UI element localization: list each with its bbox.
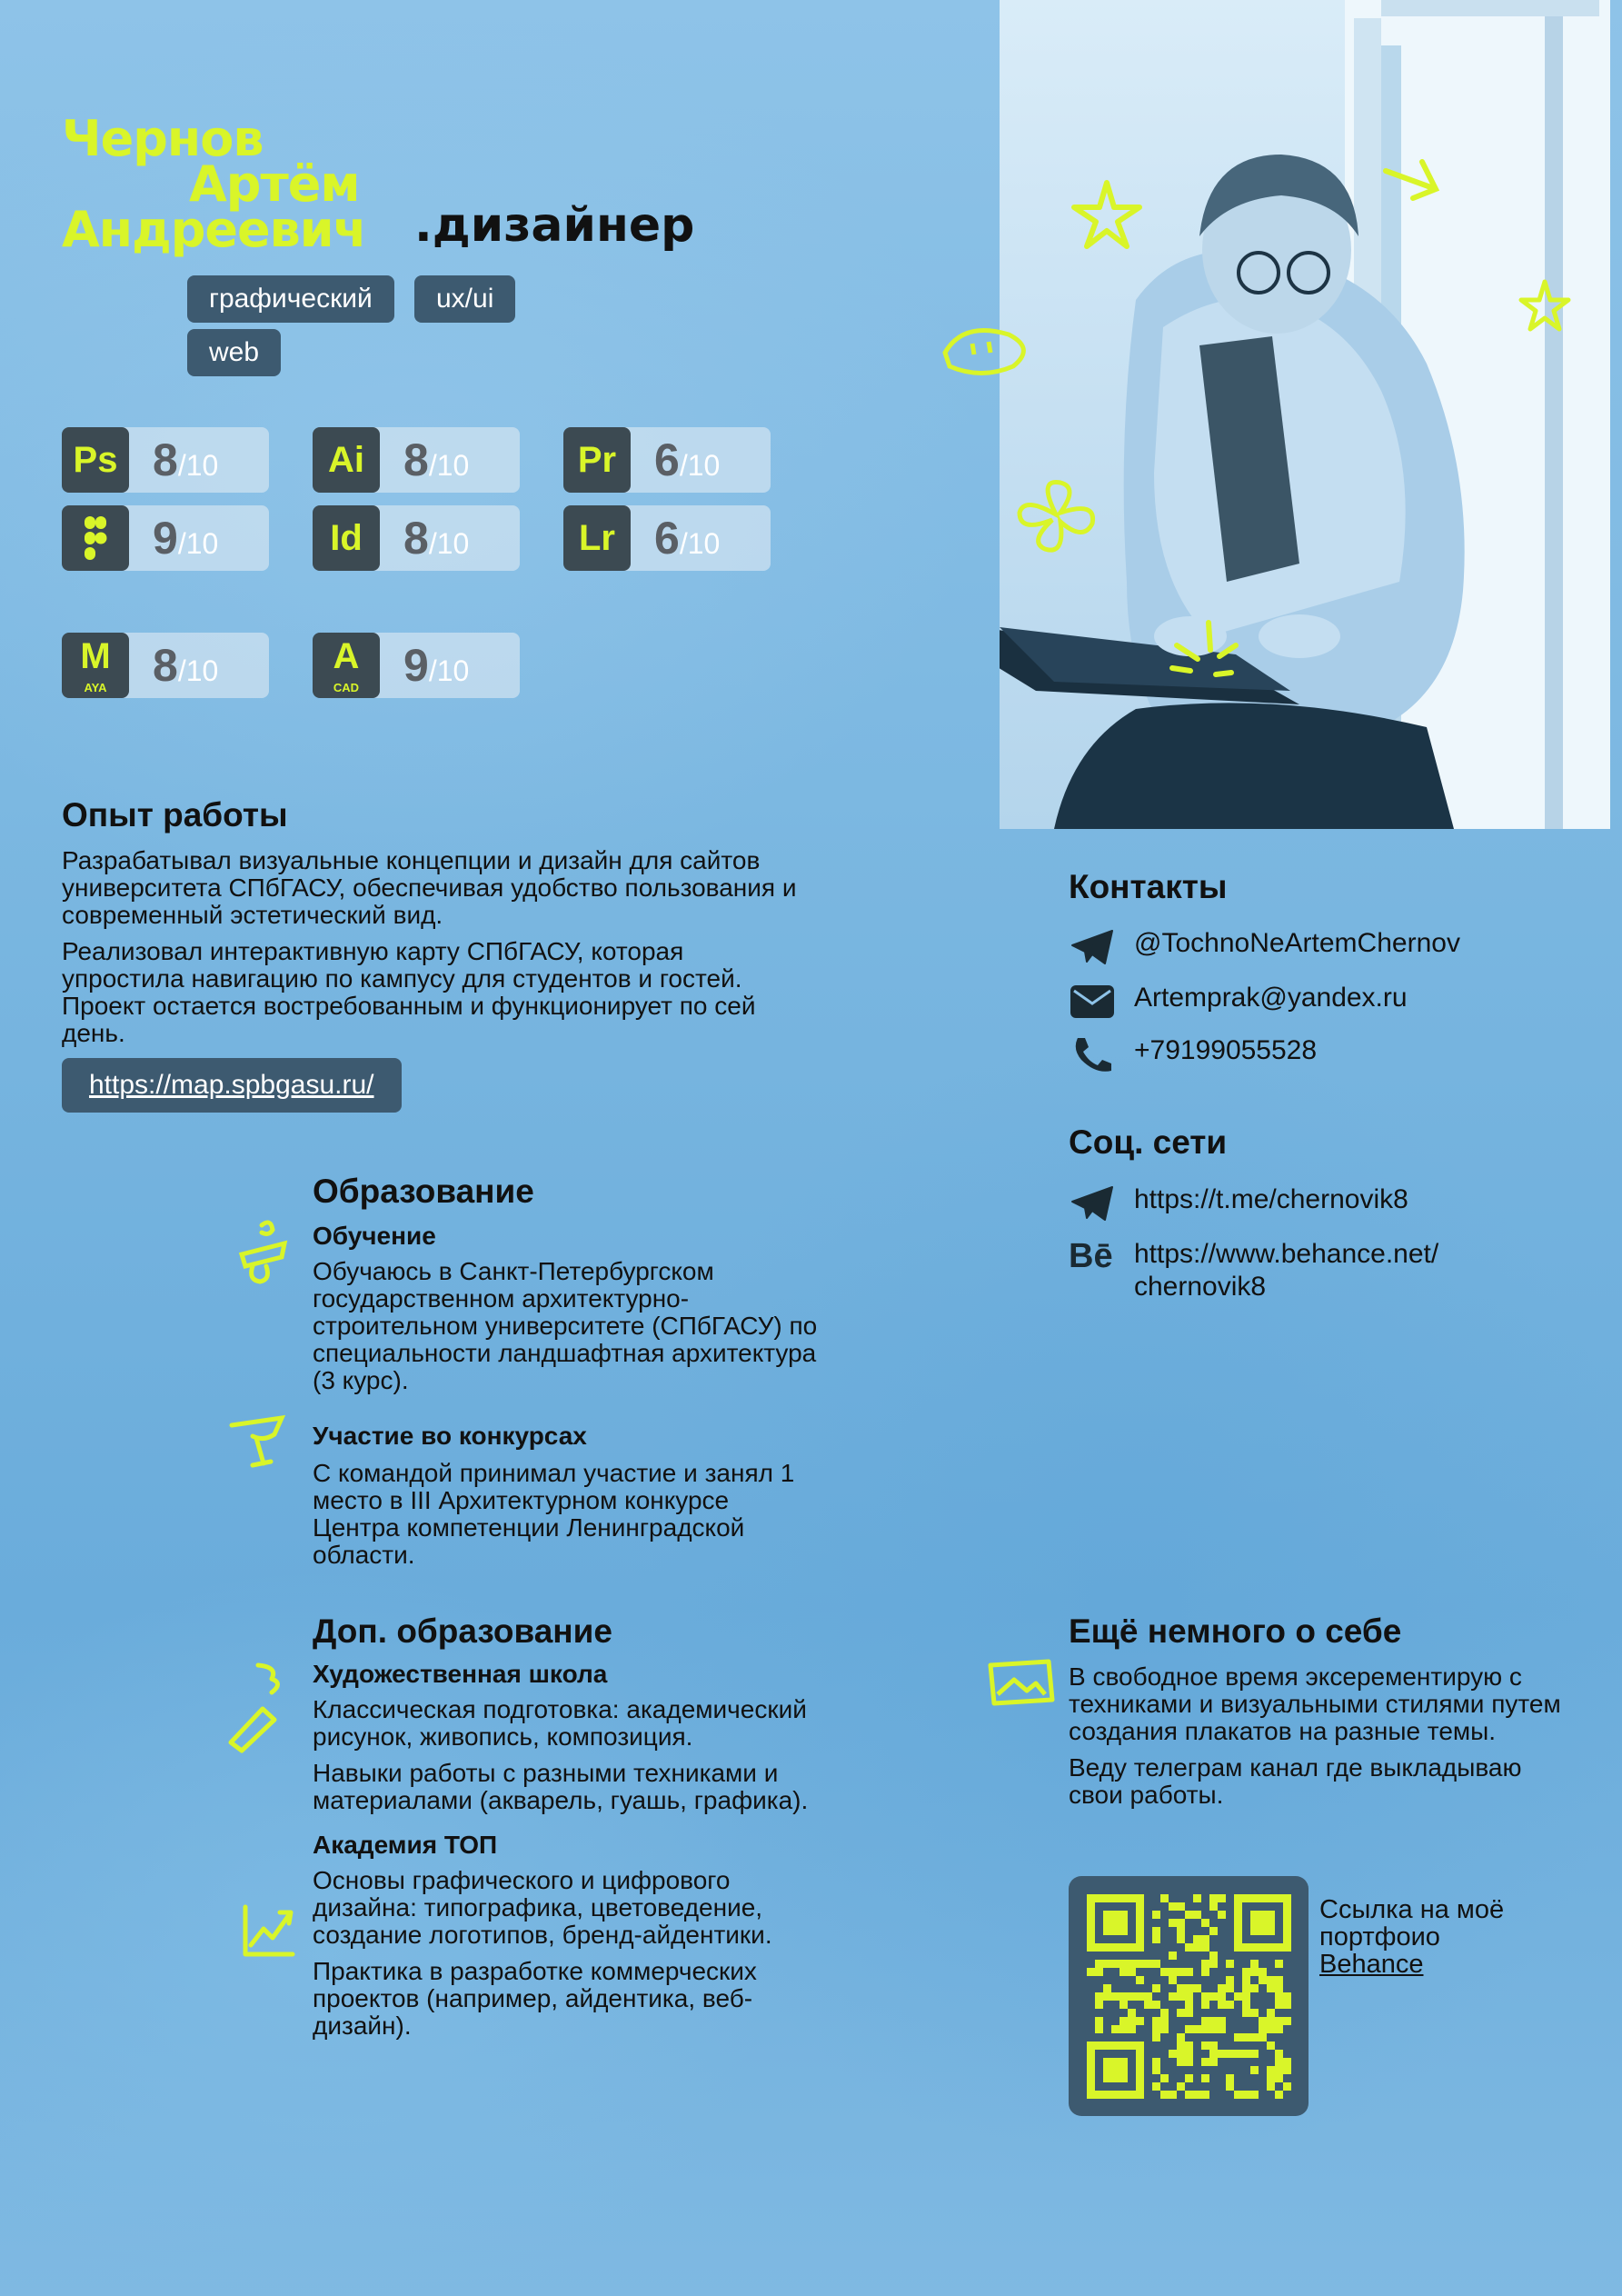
maya-icon-label: AYA [84, 681, 107, 694]
lightroom-icon: Lr [563, 505, 631, 571]
skill-score-value: 8 [153, 434, 178, 485]
skill-score-value: 8 [403, 513, 429, 564]
name-surname: Чернов [62, 110, 264, 167]
role-title [414, 198, 694, 253]
extra-education-section [313, 1612, 821, 2040]
chart-doodle-icon [238, 1902, 298, 1962]
experience-text-2: Реализовал интерактивную карту СПбГАСУ, которая упростила навигацию по кампусу для студентов и гостей. Проект остается востребованным и функционирует по сей день. [62, 937, 756, 1047]
qr-caption [1319, 1896, 1504, 1978]
skill-figma [62, 505, 269, 571]
top-academy-text-2: Практика в разработке коммерческих проектов (например, айдентика, веб-дизайн). [313, 1957, 757, 2040]
image-doodle-icon [985, 1656, 1058, 1711]
skill-score-max: /10 [679, 449, 721, 482]
role-dot: . [414, 198, 433, 253]
education-section [313, 1173, 821, 1569]
tag-web: web [187, 329, 281, 376]
extra-education-title: Доп. образование [313, 1612, 612, 1650]
skill-score-value: 8 [153, 640, 178, 691]
star-small-doodle-icon [1518, 278, 1572, 333]
autocad-icon-letter: A [333, 636, 360, 676]
skill-score-max: /10 [428, 449, 470, 482]
top-academy-text-1: Основы графического и цифрового дизайна: типографика, цветоведение, создание логотипов, бренд-айдентики. [313, 1866, 772, 1949]
skill-score [153, 638, 218, 698]
qr-caption-line1: Ссылка на моё [1319, 1895, 1505, 1924]
map-link-button[interactable]: https://map.spbgasu.ru/ [62, 1058, 402, 1113]
art-school-title: Художественная школа [313, 1660, 608, 1688]
education-item-title: Участие во конкурсах [313, 1422, 587, 1450]
skill-score-value: 6 [654, 434, 680, 485]
telegram-icon [1069, 1183, 1116, 1223]
skill-score [654, 433, 720, 493]
graduation-doodle-icon [234, 1216, 298, 1289]
skill-photoshop [62, 427, 269, 493]
about-text-2: Веду телеграм канал где выкладываю свои работы. [1069, 1753, 1522, 1809]
autocad-icon [313, 633, 380, 698]
autocad-icon-label: CAD [333, 681, 360, 694]
name-first: Артём [189, 155, 360, 213]
social-title: Соц. сети [1069, 1123, 1228, 1161]
telegram-link: https://t.me/chernovik8 [1134, 1184, 1408, 1214]
behance-link-line1: https://www.behance.net/ [1134, 1239, 1439, 1269]
behance-qr-link[interactable]: Behance [1319, 1950, 1424, 1979]
skill-score-value: 6 [654, 513, 680, 564]
experience-section [62, 796, 807, 1047]
tag-uxui: ux/ui [414, 275, 515, 323]
skill-score-value: 9 [403, 640, 429, 691]
sparkle-doodle-icon [1163, 618, 1245, 691]
about-section [1069, 1612, 1577, 1809]
skill-premiere [563, 427, 771, 493]
top-academy-title: Академия ТОП [313, 1831, 498, 1859]
skill-score [403, 638, 469, 698]
education-item-text: Обучаюсь в Санкт-Петербургском государственном архитектурно-строительном университете (СПбГАСУ) по специальности ландшафтная архитектура (3 курс). [313, 1257, 818, 1394]
education-title: Образование [313, 1173, 534, 1210]
phone-number: +79199055528 [1134, 1035, 1318, 1065]
telegram-icon [1069, 927, 1116, 967]
figma-icon [62, 505, 129, 571]
indesign-icon: Id [313, 505, 380, 571]
skill-score-max: /10 [177, 449, 219, 482]
behance-qr-code[interactable] [1069, 1876, 1309, 2116]
role-text: дизайнер [432, 198, 695, 253]
portrait-photo [1000, 0, 1610, 829]
star-doodle-icon [1070, 178, 1143, 251]
skill-maya [62, 633, 269, 698]
contacts-title: Контакты [1069, 868, 1228, 905]
tag-graphic: графический [187, 275, 394, 323]
experience-text-1: Разрабатывал визуальные концепции и дизайн для сайтов университета СПбГАСУ, обеспечивая удобство пользования и современный эстетический вид. [62, 846, 797, 929]
skill-score-max: /10 [679, 527, 721, 560]
skill-lightroom [563, 505, 771, 571]
photoshop-icon: Ps [62, 427, 129, 493]
maya-icon [62, 633, 129, 698]
skill-score [153, 433, 218, 493]
phone-icon [1069, 1034, 1116, 1074]
qr-caption-line2: портфоио [1319, 1922, 1440, 1952]
education-item-text: С командой принимал участие и занял 1 место в III Архитектурном конкурсе Центра компетенции Ленинградской области. [313, 1459, 795, 1569]
qr-code-image [1069, 1876, 1309, 2116]
skill-score-value: 9 [153, 513, 178, 564]
telegram-handle: @TochnoNeArtemChernov [1134, 928, 1460, 958]
behance-icon: Bē [1069, 1237, 1113, 1275]
email-address: Artemprak@yandex.ru [1134, 983, 1408, 1013]
skill-score [654, 511, 720, 571]
skill-score [153, 511, 218, 571]
skill-score-max: /10 [428, 654, 470, 687]
experience-title: Опыт работы [62, 796, 288, 834]
skill-score-max: /10 [177, 654, 219, 687]
about-text-1: В свободное время эксерементирую с техниками и визуальными стилями путем создания плакатов на разные темы. [1069, 1662, 1561, 1745]
arrow-doodle-icon [1381, 153, 1454, 207]
skill-score-value: 8 [403, 434, 429, 485]
behance-link-line2: chernovik8 [1134, 1272, 1267, 1302]
skill-score [403, 433, 469, 493]
illustrator-icon: Ai [313, 427, 380, 493]
skill-indesign [313, 505, 520, 571]
skill-illustrator [313, 427, 520, 493]
skill-score-max: /10 [428, 527, 470, 560]
premiere-icon: Pr [563, 427, 631, 493]
skill-score [403, 511, 469, 571]
about-title: Ещё немного о себе [1069, 1612, 1402, 1650]
art-school-text-1: Классическая подготовка: академический рисунок, живопись, композиция. [313, 1695, 807, 1751]
mail-icon [1069, 982, 1116, 1022]
flower-doodle-icon [1010, 469, 1101, 560]
pencil-doodle-icon [222, 1656, 294, 1756]
name-patronymic: Андреевич [62, 201, 366, 258]
maya-icon-letter: M [80, 636, 111, 676]
full-name [62, 110, 366, 258]
skill-score-max: /10 [177, 527, 219, 560]
behance-link [1134, 1238, 1438, 1303]
trophy-doodle-icon [227, 1409, 291, 1472]
face-doodle-icon [936, 316, 1036, 380]
art-school-text-2: Навыки работы с разными техниками и материалами (акварель, гуашь, графика). [313, 1759, 809, 1814]
skill-autocad [313, 633, 520, 698]
education-item-title: Обучение [313, 1222, 436, 1250]
